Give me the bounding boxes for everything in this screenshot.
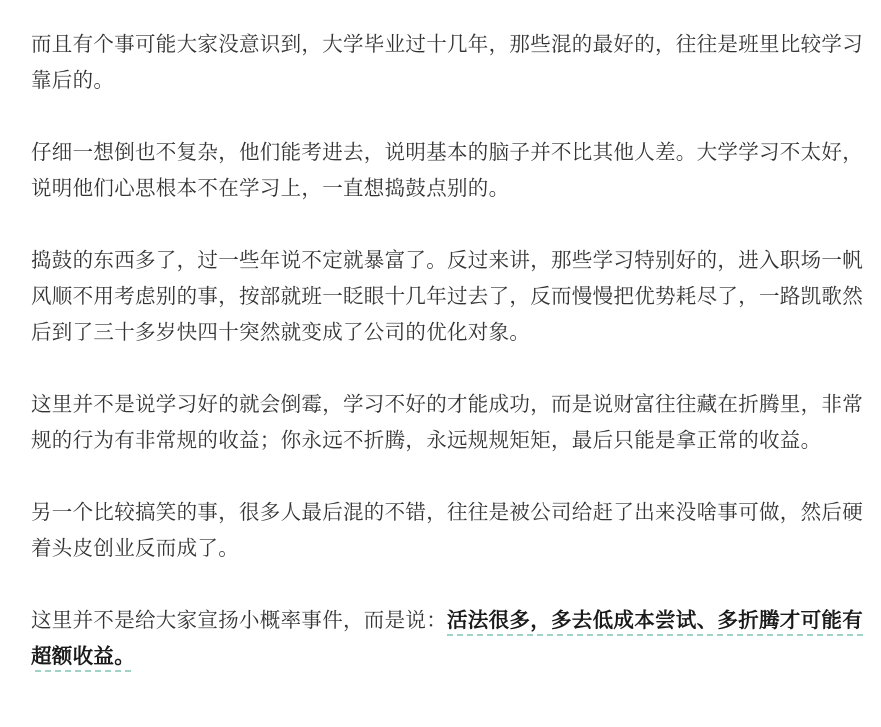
- paragraph-4: 这里并不是说学习好的就会倒霉，学习不好的才能成功，而是说财富往往藏在折腾里，非常规的行为有非常规的收益；你永远不折腾，永远规规矩矩，最后只能是拿正常的收益。: [31, 392, 863, 452]
- paragraph-1: 而且有个事可能大家没意识到，大学毕业过十几年，那些混的最好的，往往是班里比较学习靠后的。: [31, 32, 863, 92]
- emphasized-conclusion: 活法很多，多去低成本尝试、多折腾才可能有超额收益。: [31, 608, 863, 672]
- final-lead-text: 这里并不是给大家宣扬小概率事件，而是说：: [31, 608, 447, 632]
- paragraph-5: 另一个比较搞笑的事，很多人最后混的不错，往往是被公司给赶了出来没啥事可做，然后硬着头皮创业反而成了。: [31, 500, 863, 560]
- paragraph-2: 仔细一想倒也不复杂，他们能考进去，说明基本的脑子并不比其他人差。大学学习不太好，说明他们心思根本不在学习上，一直想捣鼓点别的。: [31, 140, 863, 200]
- paragraph-final: [31, 602, 865, 674]
- article-body: [31, 26, 865, 674]
- paragraph-3: 捣鼓的东西多了，过一些年说不定就暴富了。反过来讲，那些学习特别好的，进入职场一帆风顺不用考虑别的事，按部就班一眨眼十几年过去了，反而慢慢把优势耗尽了，一路凯歌然后到了三十多岁快四十突然就变成了公司的优化对象。: [31, 248, 863, 344]
